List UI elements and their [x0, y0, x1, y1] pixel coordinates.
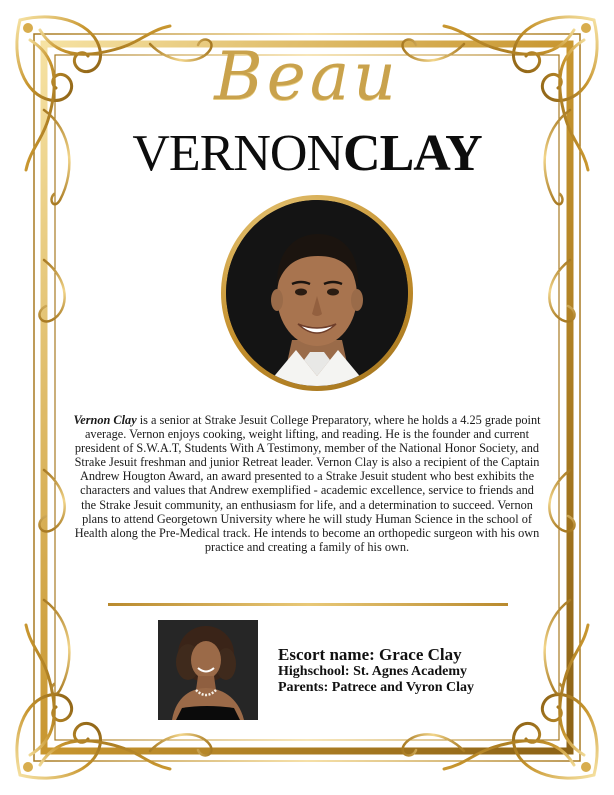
portrait-photo-icon — [226, 200, 408, 386]
portrait-frame — [221, 195, 413, 391]
bio-lead-name: Vernon Clay — [73, 413, 137, 427]
escort-info — [278, 645, 538, 696]
escort-parents: Parents: Patrece and Vyron Clay — [278, 680, 474, 695]
bio-text: is a senior at Strake Jesuit College Preparatory, where he holds a 4.25 grade point average. Vernon enjoys cooking, weight lifting, and reading. He is the founder and current president of S.W.A.T, Students With A Testimony, member of the National Honor Society, and Strake Jesuit freshman and junior Retreat leader. Vernon Clay is also a recipient of the Captain Andrew Hougton Award, an award presented to a Strake Jesuit student who best exhibits the characters and values that Andrew exemplified - academic excellence, service to friends and the Strake Jesuit community, an enthusiasm for life, and a determination to succeed. Vernon plans to attend Georgetown University where he will study Human Science in the school of Health along the Pre-Medical track. He intends to become an orthopedic surgeon with his own practice and creating a family of his own. — [74, 413, 541, 554]
bio-paragraph — [72, 413, 542, 554]
first-name: VERNON — [132, 125, 344, 182]
last-name: CLAY — [343, 125, 482, 182]
escort-name: Escort name: Grace Clay — [278, 645, 462, 664]
escort-highschool: Highschool: St. Agnes Academy — [278, 664, 468, 679]
gold-divider — [108, 603, 508, 606]
honoree-name — [0, 125, 614, 182]
escort-photo-icon — [158, 620, 258, 720]
script-title: Beau — [214, 38, 400, 115]
